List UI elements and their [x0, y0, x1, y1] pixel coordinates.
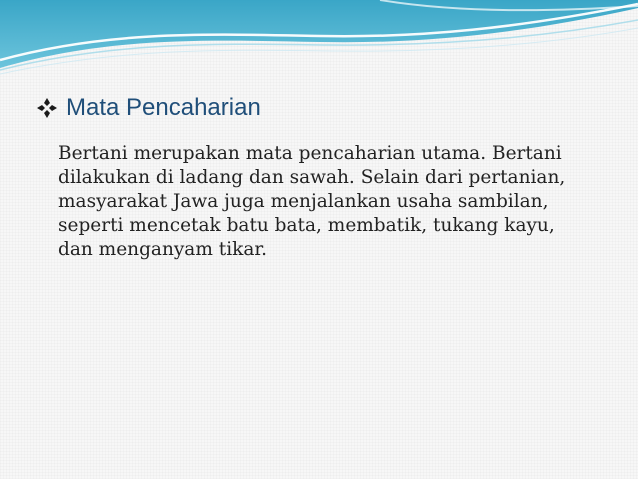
- body-line: seperti mencetak batu bata, membatik, tukang kayu,: [58, 215, 555, 236]
- body-line: dan menganyam tikar.: [58, 239, 268, 260]
- heading-text: Mata Pencaharian: [66, 94, 261, 121]
- body-line: dilakukan di ladang dan sawah. Selain dari pertanian,: [58, 167, 566, 188]
- body-paragraph: [58, 142, 618, 262]
- slide-heading: [36, 94, 261, 122]
- header-wave-decoration: [0, 0, 638, 80]
- body-line: Bertani merupakan mata pencaharian utama. Bertani: [58, 143, 562, 164]
- body-line: masyarakat Jawa juga menjalankan usaha sambilan,: [58, 191, 549, 212]
- diamond-bullet-icon: [36, 97, 58, 119]
